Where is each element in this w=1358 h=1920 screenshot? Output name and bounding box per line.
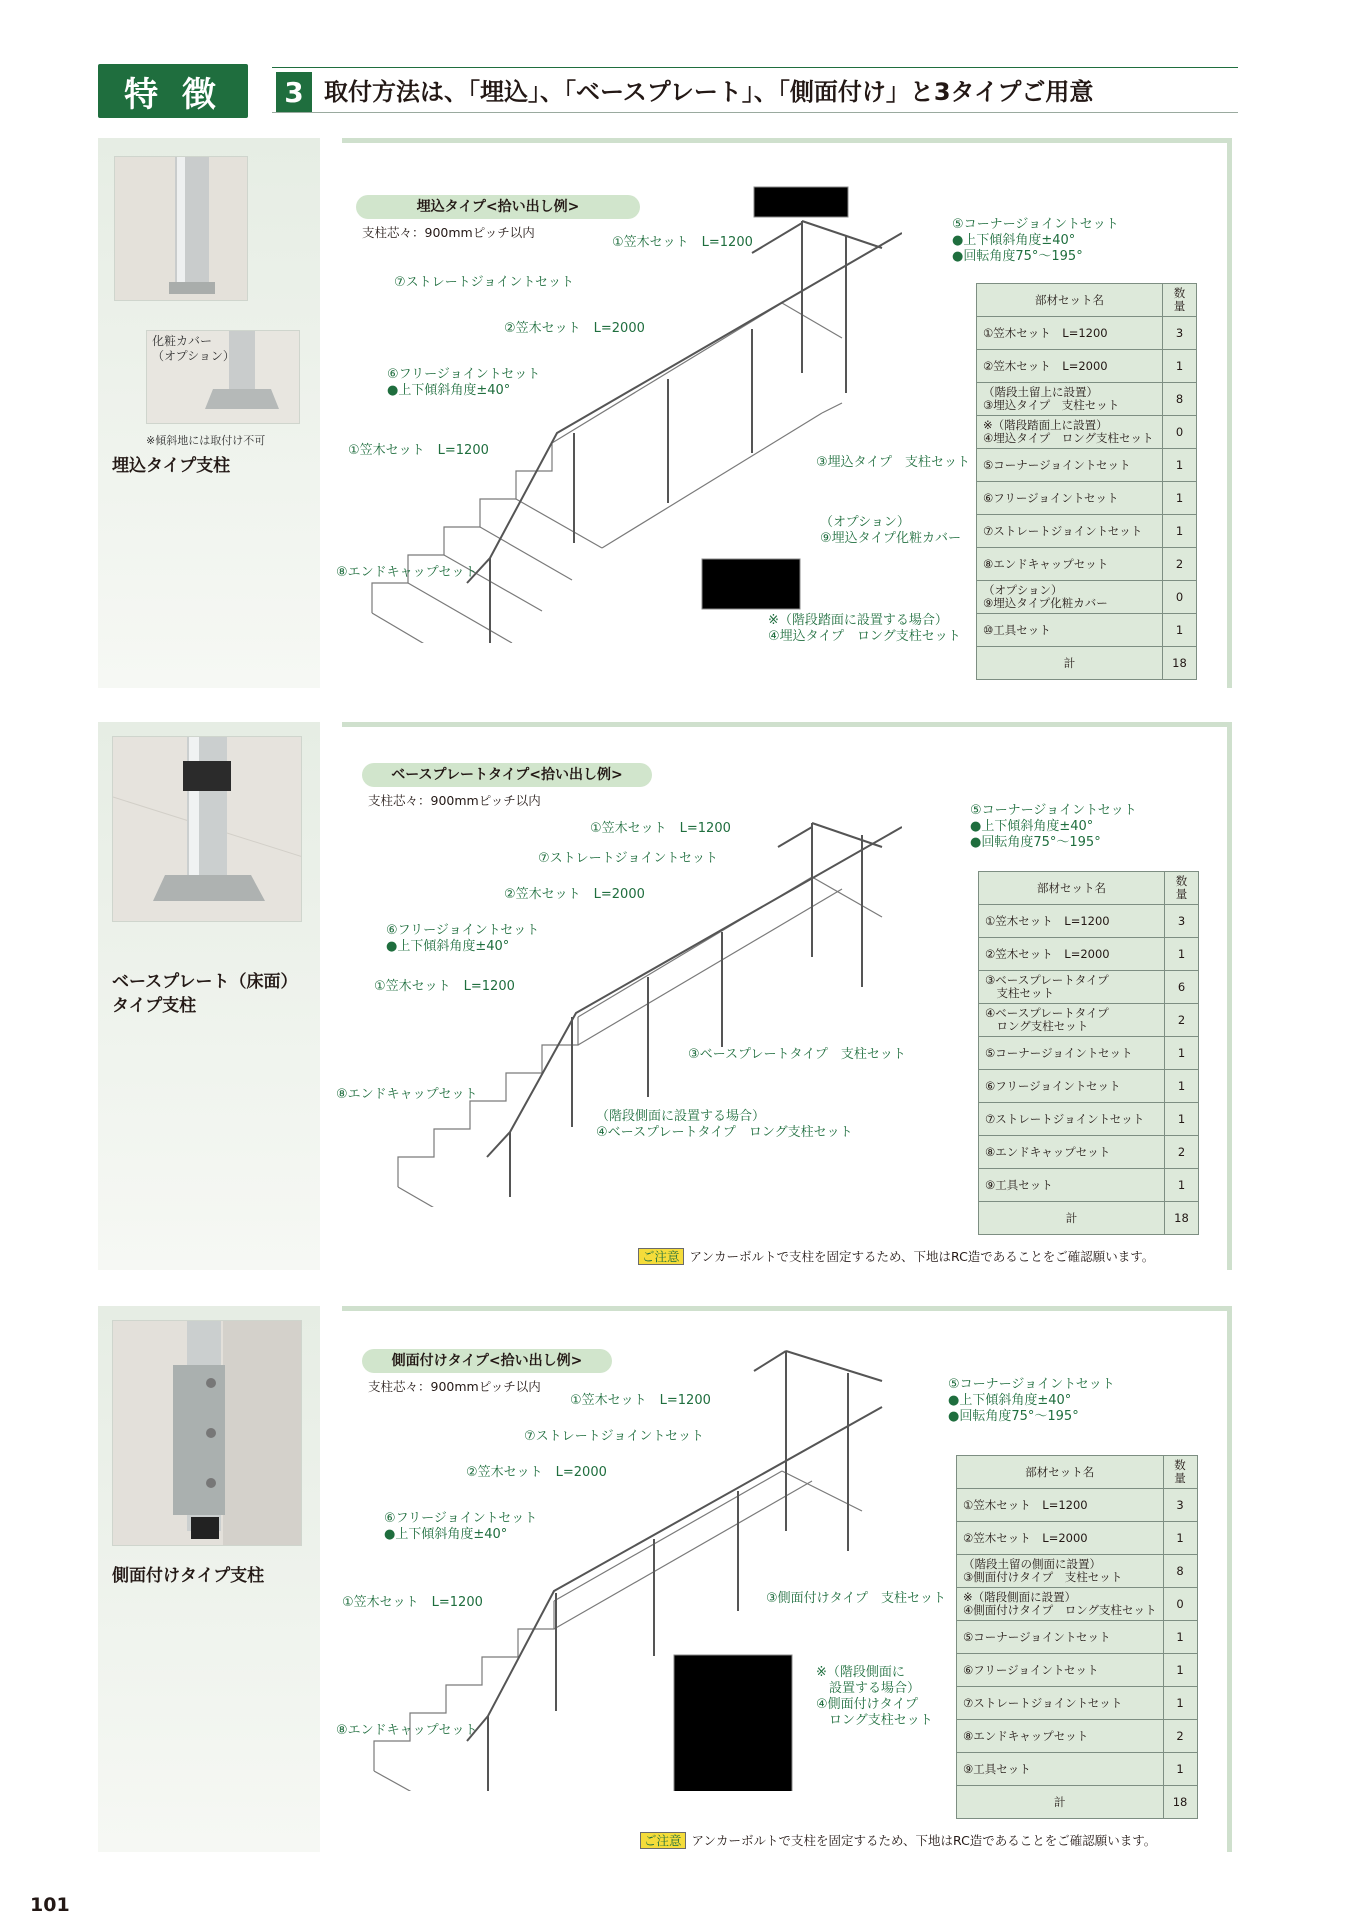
post-photo xyxy=(114,156,248,301)
callout-6-angle: ●上下傾斜角度±40° xyxy=(386,939,510,954)
callout-1-kasagi-b: ①笠木セット L=1200 xyxy=(374,979,515,994)
photo-note: ※傾斜地には取付け不可 xyxy=(146,434,266,447)
page-title: 取付方法は、「埋込」、「ベースプレート」、「側面付け」と3タイプご用意 xyxy=(324,78,1094,106)
callout-1-kasagi: ①笠木セット L=1200 xyxy=(570,1393,711,1408)
callout-4-long: ※（階段側面に 設置する場合） ④側面付けタイプ ロング支柱セット xyxy=(816,1665,933,1728)
side-title: ベースプレート（床面） タイプ支柱 xyxy=(112,972,298,1016)
callout-2-kasagi: ②笠木セット L=2000 xyxy=(504,321,645,336)
caution-note xyxy=(638,1247,1154,1265)
callout-6-angle: ●上下傾斜角度±40° xyxy=(387,383,511,398)
example-pill: 側面付けタイプ<拾い出し例> xyxy=(362,1349,612,1373)
photo-label: 化粧カバー （オプション） xyxy=(152,334,235,363)
callout-1-kasagi: ①笠木セット L=1200 xyxy=(590,821,731,836)
diagram-panel xyxy=(336,1306,1232,1852)
feature-number: 3 xyxy=(276,72,312,112)
post-photo xyxy=(112,1320,302,1546)
callout-4-long: ※（階段踏面に設置する場合） ④埋込タイプ ロング支柱セット xyxy=(768,613,961,644)
callout-6-free: ⑥フリージョイントセット xyxy=(387,367,541,382)
callout-6-free: ⑥フリージョイントセット xyxy=(384,1511,538,1526)
callout-3-post: ③埋込タイプ 支柱セット xyxy=(816,455,971,470)
callout-2-kasagi: ②笠木セット L=2000 xyxy=(504,887,645,902)
callout-3-post: ③ベースプレートタイプ 支柱セット xyxy=(688,1047,906,1062)
callout-9-cover: （オプション） ⑨埋込タイプ化粧カバー xyxy=(820,515,962,546)
callout-4-long: （階段側面に設置する場合） ④ベースプレートタイプ ロング支柱セット xyxy=(596,1109,853,1140)
side-title: 側面付けタイプ支柱 xyxy=(112,1566,265,1586)
pitch-note: 支柱芯々：900mmピッチ以内 xyxy=(368,1379,541,1394)
callout-3-post: ③側面付けタイプ 支柱セット xyxy=(766,1591,947,1606)
callout-1-kasagi-b: ①笠木セット L=1200 xyxy=(348,443,489,458)
callout-6-angle: ●上下傾斜角度±40° xyxy=(384,1527,508,1542)
example-pill: ベースプレートタイプ<拾い出し例> xyxy=(362,763,652,787)
parts-table: 部材セット名 数量 ①笠木セット L=1200 3 ②笠木セット L=2000 1 （階段土留の側面に設置） ③側面付けタイプ 支柱セット 8 ※（階段側面に設置） ④側面付けタイプ ロング支柱セット 0 ⑤コーナージョイントセット 1 ⑥フリージョイントセット 1 ⑦ストレートジョイントセット 1 ⑧エンドキャップセット 2 ⑨工具セット 1 計 18 xyxy=(956,1455,1198,1819)
diagram-panel xyxy=(336,722,1232,1270)
caution-text: アンカーボルトで支柱を固定するため、下地はRC造であることをご確認願います。 xyxy=(691,1833,1157,1848)
caution-badge: ご注意 xyxy=(638,1248,684,1265)
callout-7-straight: ⑦ストレートジョイントセット xyxy=(394,275,575,290)
callout-8-endcap: ⑧エンドキャップセット xyxy=(336,565,478,580)
callout-8-endcap: ⑧エンドキャップセット xyxy=(336,1087,478,1102)
page-number: 101 xyxy=(30,1894,70,1916)
callout-5-angle: ●上下傾斜角度±40° xyxy=(970,819,1094,834)
example-pill: 埋込タイプ<拾い出し例> xyxy=(356,195,640,219)
callout-5-angle: ●上下傾斜角度±40° xyxy=(952,233,1076,248)
callout-7-straight: ⑦ストレートジョイントセット xyxy=(538,851,719,866)
header-rule-bottom xyxy=(272,112,1238,113)
parts-table: 部材セット名 数量 ①笠木セット L=1200 3 ②笠木セット L=2000 1 （階段土留上に設置） ③埋込タイプ 支柱セット 8 ※（階段踏面上に設置） ④埋込タイプ ロング支柱セット 0 ⑤コーナージョイントセット 1 ⑥フリージョイントセット 1 ⑦ストレートジョイントセット 1 ⑧エンドキャップセット 2 （オプション） ⑨埋込タイプ化粧カバー 0 ⑩工具セット 1 計 18 xyxy=(976,283,1197,680)
callout-2-kasagi: ②笠木セット L=2000 xyxy=(466,1465,607,1480)
callout-8-endcap: ⑧エンドキャップセット xyxy=(336,1723,478,1738)
caution-note xyxy=(640,1831,1156,1849)
callout-6-free: ⑥フリージョイントセット xyxy=(386,923,540,938)
callout-5-corner: ⑤コーナージョイントセット xyxy=(970,803,1137,818)
parts-table: 部材セット名 数量 ①笠木セット L=1200 3 ②笠木セット L=2000 1 ③ベースプレートタイプ 支柱セット 6 ④ベースプレートタイプ ロング支柱セット 2 ⑤コーナージョイントセット 1 ⑥フリージョイントセット 1 ⑦ストレートジョイントセット 1 ⑧エンドキャップセット 2 ⑨工具セット 1 計 18 xyxy=(978,871,1199,1235)
header-rule-top xyxy=(272,67,1238,68)
section-baseplate xyxy=(98,722,1232,1270)
section-sidemount xyxy=(98,1306,1232,1852)
callout-1-kasagi: ①笠木セット L=1200 xyxy=(612,235,753,250)
post-photo xyxy=(112,736,302,922)
pitch-note: 支柱芯々：900mmピッチ以内 xyxy=(368,793,541,808)
callout-5-rotate: ●回転角度75°〜195° xyxy=(970,835,1101,850)
side-title: 埋込タイプ支柱 xyxy=(112,456,231,476)
feature-tag: 特 徴 xyxy=(98,64,248,118)
callout-5-angle: ●上下傾斜角度±40° xyxy=(948,1393,1072,1408)
diagram-panel xyxy=(336,138,1232,688)
callout-5-rotate: ●回転角度75°〜195° xyxy=(952,249,1083,264)
callout-5-corner: ⑤コーナージョイントセット xyxy=(952,217,1119,232)
callout-5-rotate: ●回転角度75°〜195° xyxy=(948,1409,1079,1424)
callout-1-kasagi-b: ①笠木セット L=1200 xyxy=(342,1595,483,1610)
callout-7-straight: ⑦ストレートジョイントセット xyxy=(524,1429,705,1444)
pitch-note: 支柱芯々：900mmピッチ以内 xyxy=(362,225,535,240)
caution-badge: ご注意 xyxy=(640,1832,686,1849)
callout-5-corner: ⑤コーナージョイントセット xyxy=(948,1377,1115,1392)
section-embedded xyxy=(98,138,1232,688)
caution-text: アンカーボルトで支柱を固定するため、下地はRC造であることをご確認願います。 xyxy=(689,1249,1155,1264)
